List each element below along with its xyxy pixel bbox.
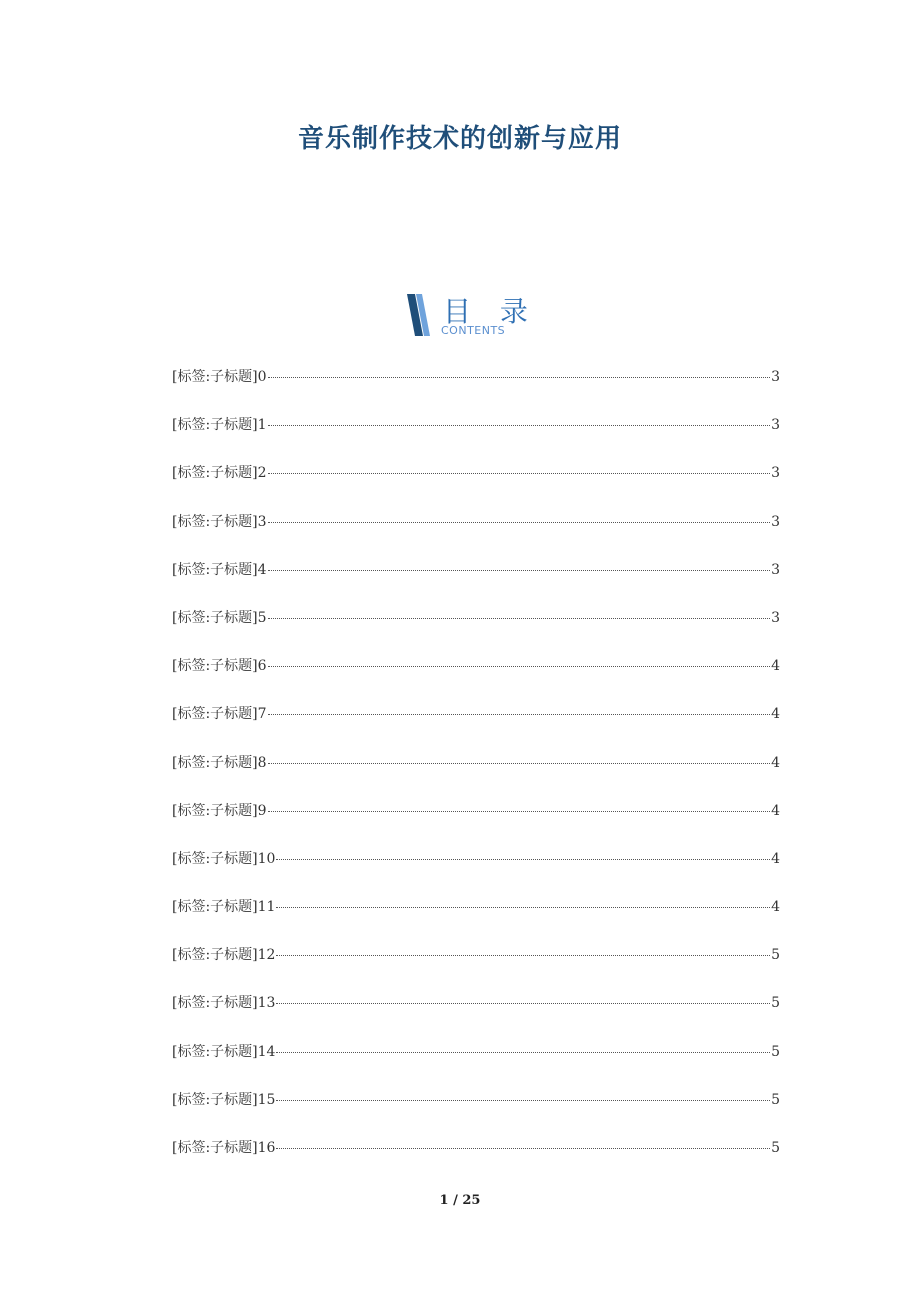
toc-entry-page: 5 xyxy=(771,1140,780,1156)
toc-bookmark-icon xyxy=(405,294,431,338)
page-number: 1 / 25 xyxy=(439,1193,481,1208)
toc-entry-label: [标签:子标题]6 xyxy=(172,658,267,675)
toc-entry[interactable] xyxy=(172,896,780,944)
toc-entry-leader xyxy=(268,618,771,619)
toc-entry[interactable] xyxy=(172,414,780,462)
toc-entry-page: 3 xyxy=(771,561,780,578)
toc-entry-page: 4 xyxy=(771,899,780,916)
toc-entry[interactable] xyxy=(172,703,780,751)
toc-entry-page: 5 xyxy=(771,947,780,964)
toc-entry[interactable] xyxy=(172,1137,780,1185)
toc-entry-label: [标签:子标题]2 xyxy=(172,465,267,482)
toc-entry-leader xyxy=(268,666,771,667)
toc-entry-label: [标签:子标题]12 xyxy=(172,947,276,964)
toc-entry[interactable] xyxy=(172,1089,780,1137)
toc-entry[interactable] xyxy=(172,655,780,703)
toc-entry-label: [标签:子标题]8 xyxy=(172,754,267,771)
toc-entry-page: 3 xyxy=(771,513,780,530)
toc-entry-leader xyxy=(276,907,770,908)
toc-entry[interactable] xyxy=(172,944,780,992)
toc-entry-leader xyxy=(268,522,771,523)
toc-entry-leader xyxy=(276,1100,770,1101)
toc-entry-leader xyxy=(268,763,771,764)
toc-entry-leader xyxy=(268,377,771,378)
toc-entry-leader xyxy=(268,425,771,426)
toc-entry[interactable] xyxy=(172,848,780,896)
toc-entry[interactable] xyxy=(172,511,780,559)
toc-entry[interactable] xyxy=(172,607,780,655)
toc-entry-label: [标签:子标题]10 xyxy=(172,850,276,867)
toc-subheading: CONTENTS xyxy=(441,324,506,337)
toc-entry-leader xyxy=(268,473,771,474)
toc-entry-page: 3 xyxy=(771,369,780,385)
toc-entry-page: 4 xyxy=(771,658,780,675)
toc-entry-label: [标签:子标题]9 xyxy=(172,802,267,819)
toc-entry-leader xyxy=(276,955,770,956)
toc-entry-label: [标签:子标题]16 xyxy=(172,1140,276,1156)
toc-entry-label: [标签:子标题]11 xyxy=(172,899,276,916)
toc-entry-page: 3 xyxy=(771,417,780,434)
toc-entry-leader xyxy=(276,859,770,860)
toc-entry-page: 3 xyxy=(771,609,780,626)
toc-entry[interactable] xyxy=(172,559,780,607)
toc-entry[interactable] xyxy=(172,800,780,848)
toc-entry[interactable] xyxy=(172,1041,780,1089)
toc-entry-page: 3 xyxy=(771,465,780,482)
document-title: 音乐制作技术的创新与应用 xyxy=(297,124,622,154)
toc-entry-label: [标签:子标题]7 xyxy=(172,706,267,723)
toc-header xyxy=(405,292,545,340)
toc-entry-label: [标签:子标题]15 xyxy=(172,1091,276,1108)
toc-entry-label: [标签:子标题]4 xyxy=(172,561,267,578)
toc-entry-leader xyxy=(276,1003,770,1004)
toc-entry-label: [标签:子标题]3 xyxy=(172,513,267,530)
toc-entry-page: 5 xyxy=(771,1043,780,1060)
toc-entry-leader xyxy=(268,570,771,571)
toc-heading: 目 录 xyxy=(443,295,538,328)
toc-entry-leader xyxy=(276,1052,770,1053)
toc-entry-label: [标签:子标题]5 xyxy=(172,609,267,626)
toc-entry[interactable] xyxy=(172,462,780,510)
toc-entry-page: 5 xyxy=(771,1091,780,1108)
toc-entry-page: 4 xyxy=(771,802,780,819)
toc-entry-page: 5 xyxy=(771,995,780,1012)
toc-entry[interactable] xyxy=(172,752,780,800)
toc-entry-leader xyxy=(268,811,771,812)
toc-entry-label: [标签:子标题]0 xyxy=(172,369,267,385)
toc-entry-label: [标签:子标题]1 xyxy=(172,417,267,434)
toc-entry-page: 4 xyxy=(771,754,780,771)
toc-entry-leader xyxy=(268,714,771,715)
toc-entry-leader xyxy=(276,1148,770,1149)
toc-entry[interactable] xyxy=(172,992,780,1040)
toc-entry-page: 4 xyxy=(771,706,780,723)
toc-entry-label: [标签:子标题]14 xyxy=(172,1043,276,1060)
toc-list xyxy=(172,366,780,1185)
toc-entry-page: 4 xyxy=(771,850,780,867)
toc-entry[interactable] xyxy=(172,366,780,414)
toc-entry-label: [标签:子标题]13 xyxy=(172,995,276,1012)
